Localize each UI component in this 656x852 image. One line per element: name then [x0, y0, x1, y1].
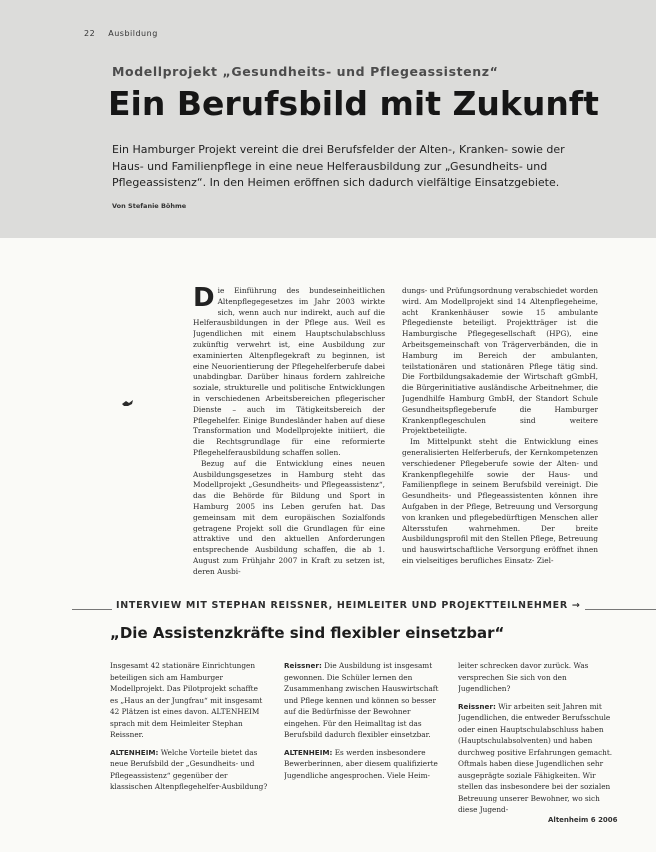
interview-intro: Insgesamt 42 stationäre Einrichtungen beteiligen sich am Hamburger Modellprojekt. Das Pilotprojekt schaffte es „Haus an der Jungfrau“ mit insgesamt 42 Plätzen ist eines davon. ALTENHEIM sprach mit dem Heimleiter Stephan Reissner.: [110, 661, 263, 739]
article-column-1: [193, 286, 385, 591]
question-label: ALTENHEIM:: [110, 747, 159, 757]
answer-label: Reissner:: [284, 661, 322, 670]
drop-cap: D: [193, 286, 215, 313]
interview-column-2: [284, 660, 442, 820]
col1-paragraph-2: Bezug auf die Entwicklung eines neuen Ausbildungsgesetzes in Hamburg steht das Modellprojekt „Gesundheits- und Pflegeassistenz“, das die Behörde für Bildung und Sport in Hamburg 2005 ins Leben gerufen hat. Das gemeinsam mit dem europäischen Sozialfonds getragene Projekt soll die Grundlagen für eine attraktive und den aktuellen Anforderungen entsprechende Ausbildung schaffen, die ab 1. August zum Frühjahr 2007 in Kraft zu setzen ist, deren Ausbi-: [193, 458, 385, 576]
question-text-2: Es werden insbesondere Bewerberinnen, aber diesem qualifizierte Jugendliche angesprochen. Viele Heim-: [284, 747, 438, 780]
section-name: Ausbildung: [108, 29, 158, 38]
page-footer: Altenheim 6 2006: [548, 816, 618, 824]
page-number: 22: [84, 29, 96, 38]
article-title: Ein Berufsbild mit Zukunft: [108, 84, 599, 123]
answer-text-2: Wir arbeiten seit Jahren mit Jugendlichen, die entweder Berufsschule oder einen Hauptschulabschluss haben (Hauptschulabsolventen) und haben durchweg positive Erfahrungen gemacht. Oftmals haben diese Jugendlichen sehr ausgeprägte soziale Fähigkeiten. Wir stellen das insbesondere bei der sozialen Betreuung unserer Bewohner, wo sich diese Jugend-: [458, 701, 613, 814]
article-column-2: [402, 286, 598, 591]
interview-bar-label: INTERVIEW MIT STEPHAN REISSNER, HEIMLEITER UND PROJEKTTEILNEHMER →: [112, 600, 585, 611]
ink-blot-icon: [120, 398, 136, 408]
interview-bar: [72, 600, 656, 618]
interview-column-1: [110, 660, 268, 820]
col1-paragraph-1: ie Einführung des bundeseinheitlichen Altenpflegegesetzes im Jahr 2003 wirkte sich, wenn auch nur indirekt, auch auf die Helferausbildungen in der Pflege aus. Weil es Jugendlichen mit einem Hauptschulabschluss zukünftig verwehrt ist, eine Ausbildung zur examinierten Altenpflegekraft zu beginnen, ist eine Neuorientierung der Pflegehelferberufe dabei unabdingbar. Darüber hinaus fordern zahlreiche soziale, strukturelle und politische Entwicklungen in verschiedenen Arbeitsbereichen pflegerischer Dienste – auch im Tätigkeitsbereich der Pflegehelfer. Einige Bundesländer haben auf diese Transformation und Modellprojekte initiiert, die die Rechtsgrundlage für eine reformierte Pflegehelferausbildung schaffen sollen.: [193, 286, 385, 457]
question-label-2: ALTENHEIM:: [284, 747, 333, 757]
col2-paragraph-1: dungs- und Prüfungsordnung verabschiedet worden wird. Am Modellprojekt sind 14 Altenpflegeheime, acht Krankenhäuser sowie 15 ambulante Pflegedienste beteiligt. Projektträger ist die Hamburgische Pflegegesellschaft (HPG), eine Arbeitsgemeinschaft von Trägerverbänden, die in Hamburg im Bereich der ambulanten, teilstationären und stationären Pflege tätig sind. Die Fortbildungsakademie der Wirtschaft gGmbH, die Bürgerinitiative ausländische Arbeitnehmer, die Jugendhilfe Hamburg GmbH, der Standort Schule Gesundheitspflegeberufe die Hamburger Krankenpflegeschulen sind weitere Projektbeteiligte.: [402, 286, 598, 436]
running-header: [84, 29, 158, 38]
interview-column-3: [458, 660, 616, 820]
interview-title: „Die Assistenzkräfte sind flexibler einsetzbar“: [110, 624, 505, 642]
question-continued: leiter schrecken davor zurück. Was versprechen Sie sich von den Jugendlichen?: [458, 661, 589, 693]
answer-label-2: Reissner:: [458, 701, 496, 711]
col2-paragraph-2: Im Mittelpunkt steht die Entwicklung eines generalisierten Helferberufs, der Kernkompetenzen verschiedener Pflegeberufe sowie der Alten- und Krankenpflegehilfe sowie der Haus- und Familienpflege in seinem Berufsbild vereinigt. Die Gesundheits- und Pflegeassistenten können ihre Aufgaben in der Pflege, Betreuung und Versorgung von kranken und pflegebedürftigen Menschen aller Altersstufen wahrnehmen. Der breite Ausbildungsprofil mit den Stellen Pflege, Betreuung und hauswirtschaftliche Versorgung eröffnet ihnen ein vielseitiges berufliches Einsatz- Ziel-: [402, 437, 598, 565]
question-text: Welche Vorteile bietet das neue Berufsbild der „Gesundheits- und Pflegeassistenz“ gegenüber der klassischen Altenpflegehelfer-Ausbildung?: [110, 747, 268, 791]
answer-text: Die Ausbildung ist insgesamt gewonnen. Die Schüler lernen den Zusammenhang zwischen Hauswirtschaft und Pflege kennen und können so besser auf die Bedürfnisse der Bewohner eingehen. Für den Heimalltag ist das Berufsbild dadurch flexibler einsetzbar.: [284, 661, 439, 739]
article-kicker: Modellprojekt „Gesundheits- und Pflegeassistenz“: [112, 64, 499, 79]
article-lead: Ein Hamburger Projekt vereint die drei Berufsfelder der Alten-, Kranken- sowie der Haus- und Familienpflege in eine neue Helferausbildung zur „Gesundheits- und Pflegeassistenz“. In den Heimen eröffnen sich dadurch vielfältige Einsatzgebiete.: [112, 143, 565, 189]
article-byline: Von Stefanie Böhme: [112, 202, 187, 210]
